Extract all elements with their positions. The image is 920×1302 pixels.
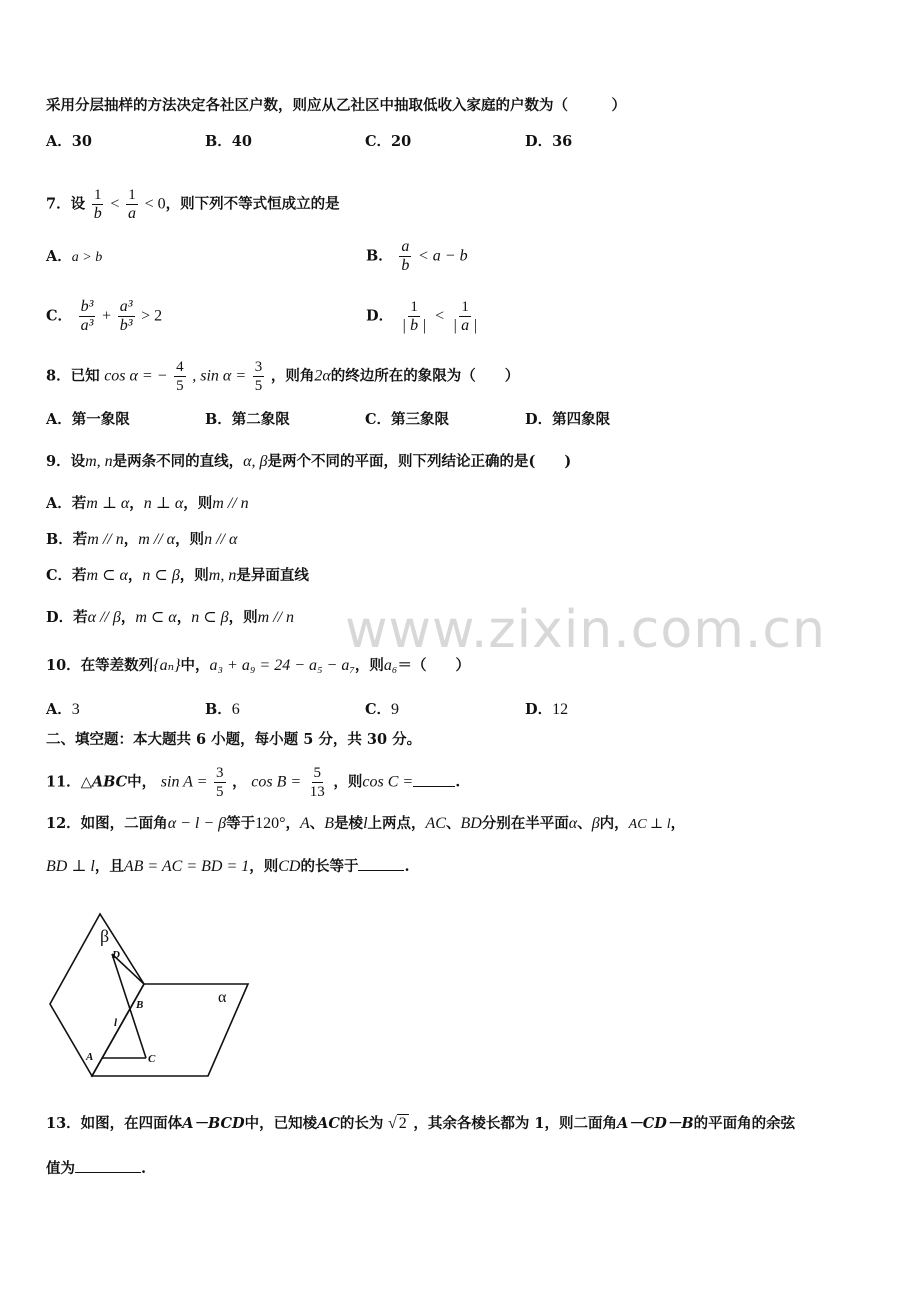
watermark: www.zixin.com.cn [345, 600, 826, 660]
q8-option-b: B．第二象限 [205, 411, 290, 428]
label-alpha: α [218, 989, 227, 1006]
answer-blank [358, 856, 404, 871]
q8-option-d: D．第四象限 [525, 411, 611, 428]
q9-option-b: B．若m // n，m // α，则n // α [46, 531, 238, 548]
q9-stem: 9．设m, n是两条不同的直线，α, β是两个不同的平面，则下列结论正确的是( ) [46, 453, 572, 470]
q7-stem: 7．设 $\frac{1}{b}$ < $\frac{1}{a}$ < 0，则下列不等式恒成立的是 [46, 187, 340, 222]
label-B: B [136, 999, 144, 1011]
q10-option-b: B．6 [205, 701, 240, 718]
q7-fraction-2: $\frac{1}{a}$ [127, 187, 136, 222]
q7-option-b: B． $\frac{a}{b}$ < a − b [366, 238, 468, 274]
q7-option-d: D． $\frac{1}{| b |}$ < $\frac{1}{| a |}$ [366, 299, 478, 334]
q9-option-c: C．若m ⊂ α，n ⊂ β，则m, n是异面直线 [46, 567, 309, 584]
q8-option-c: C．第三象限 [365, 411, 450, 428]
dihedral-angle-figure [48, 910, 258, 1082]
q13-stem-line1: 13．如图，在四面体A－BCD中，已知棱AC的长为 √ 2 ，其余各棱长都为 1，则二面角A－CD－B的平面角的余弦 [46, 1115, 796, 1132]
answer-blank [413, 772, 455, 787]
q11-stem: 11．△ABC中， sin A = $\frac{3}{5}$ ， cos B = $\frac{5}{13}$ ，则cos C = . [46, 765, 461, 800]
q8-option-a: A．第一象限 [46, 411, 130, 428]
q6-option-c: C．20 [365, 133, 412, 150]
q7-option-a: A．a > b [46, 248, 103, 265]
q10-option-c: C．9 [365, 701, 400, 718]
q10-option-a: A．3 [46, 701, 80, 718]
label-C: C [148, 1053, 156, 1065]
q6-option-d: D．36 [525, 133, 573, 150]
q12-stem-line1: 12．如图，二面角α − l − β等于120°，A、B是棱l上两点，AC、BD分别在半平面α、β内，AC ⊥ l， [46, 815, 686, 832]
q12-stem-line2: BD ⊥ l，且AB = AC = BD = 1，则CD的长等于 . [46, 858, 410, 875]
q9-option-a: A．若m ⊥ α，n ⊥ α，则m // n [46, 495, 249, 512]
q10-option-d: D．12 [525, 701, 569, 718]
section-heading: 二、填空题：本大题共 6 小题，每小题 5 分，共 30 分。 [46, 731, 422, 748]
label-A: A [86, 1051, 94, 1063]
q7-fraction-1: $\frac{1}{b}$ [93, 187, 102, 222]
label-l: l [114, 1017, 118, 1029]
q9-option-d: D．若α // β，m ⊂ α，n ⊂ β，则m // n [46, 609, 295, 626]
answer-blank [75, 1158, 141, 1173]
q10-stem: 10．在等差数列{aₙ}中，a₃ + a₉ = 24 − a₅ − a₇，则a₆＝（ ） [46, 657, 470, 674]
q6-option-a: A．30 [46, 133, 92, 150]
q7-option-c: C． $\frac{\text{b³}}{\text{a³}}$ + $\frac{\text{a³}}{\text{b³}}$ > 2 [46, 298, 163, 334]
q6-option-b: B．40 [205, 133, 252, 150]
q6-stem: 采用分层抽样的方法决定各社区户数，则应从乙社区中抽取低收入家庭的户数为（ ） [46, 97, 626, 114]
q8-stem: 8．已知 cos α = − $\frac{4}{5}$ , sin α = $\frac{3}{5}$ ，则角2α的终边所在的象限为（ ） [46, 359, 520, 394]
sqrt-expression: √ 2 [387, 1115, 407, 1132]
label-D: D [112, 949, 120, 961]
label-beta: β [100, 926, 110, 946]
q13-stem-line2: 值为 . [46, 1160, 147, 1177]
plane-beta [50, 914, 144, 1076]
